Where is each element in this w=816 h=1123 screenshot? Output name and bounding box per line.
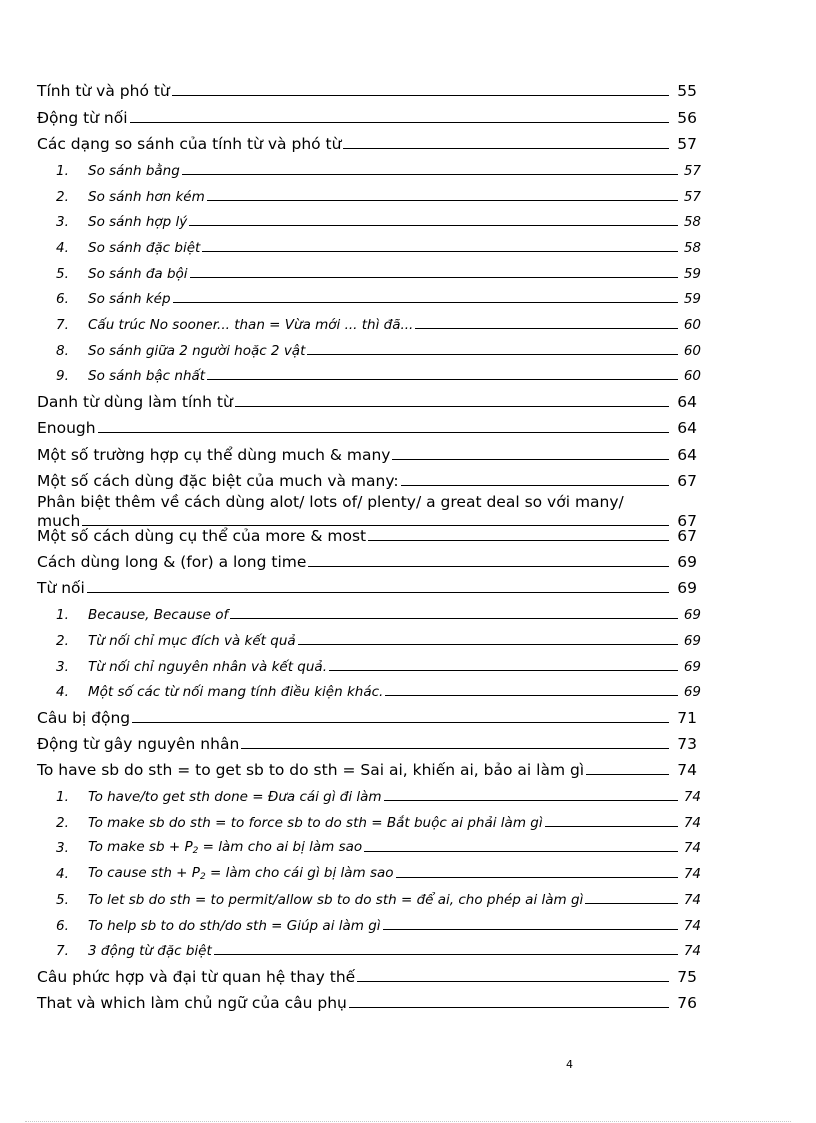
toc-entry-label xyxy=(37,735,239,753)
toc-item-number: 4. xyxy=(56,684,69,701)
toc-label-text: Cách dùng long & (for) a long time xyxy=(37,553,307,572)
toc-page-number: 69 xyxy=(683,632,701,649)
dot-leader xyxy=(585,903,678,904)
toc-subentry[interactable] xyxy=(37,908,701,934)
toc-label-text: So sánh đa bội xyxy=(88,265,188,282)
dot-leader xyxy=(343,148,669,149)
toc-subentry[interactable] xyxy=(37,282,701,308)
toc-label-text: Một số cách dùng đặc biệt của much và many: xyxy=(37,471,399,490)
toc-entry-label xyxy=(88,839,362,856)
toc-subentry[interactable] xyxy=(37,934,701,960)
toc-subentry[interactable] xyxy=(37,649,701,675)
toc-label-text: Cấu trúc No sooner... than = Vừa mới ... thì đã... xyxy=(88,316,414,333)
toc-entry[interactable] xyxy=(37,490,697,530)
toc-page-number: 59 xyxy=(683,291,701,308)
dot-leader xyxy=(214,954,678,955)
toc-page-number: 74 xyxy=(683,866,701,883)
dot-leader xyxy=(190,277,678,278)
toc-subentry[interactable] xyxy=(37,856,701,883)
toc-label-text: Từ nối chỉ mục đích và kết quả xyxy=(88,632,296,649)
toc-label-text: Một số các từ nối mang tính điều kiện khác. xyxy=(88,684,384,701)
toc-entry-label xyxy=(88,892,583,908)
toc-subentry[interactable] xyxy=(37,805,701,831)
toc-label-text: So sánh giữa 2 người hoặc 2 vật xyxy=(88,342,306,359)
toc-page-number: 69 xyxy=(683,658,701,675)
toc-label-text: So sánh kép xyxy=(88,291,171,308)
toc-entry[interactable] xyxy=(37,74,697,100)
toc-page-number: 64 xyxy=(677,392,697,411)
dot-leader xyxy=(392,459,669,460)
toc-entry[interactable] xyxy=(37,959,697,985)
dot-leader xyxy=(87,592,669,593)
toc-page-number: 69 xyxy=(683,607,701,624)
toc-item-number: 8. xyxy=(56,342,69,359)
toc-label-text: Because, Because of xyxy=(88,607,229,624)
toc-entry-label xyxy=(88,607,228,623)
toc-label-text: So sánh bằng xyxy=(88,162,180,179)
dot-leader xyxy=(357,981,669,982)
toc-item-number: 3. xyxy=(56,214,69,231)
toc-label-subscript: 2 xyxy=(199,872,206,883)
toc-subentry[interactable] xyxy=(37,623,701,649)
toc-page-number: 73 xyxy=(677,735,697,754)
toc-label-text: Danh từ dùng làm tính từ xyxy=(37,392,233,411)
dot-leader xyxy=(130,122,669,123)
toc-page-number: 67 xyxy=(677,526,697,545)
toc-entry-label xyxy=(88,266,188,282)
toc-label-text: Một số trường hợp cụ thể dùng much & many xyxy=(37,445,391,464)
toc-page-number: 74 xyxy=(683,917,701,934)
toc-entry-label xyxy=(37,472,399,490)
dot-leader xyxy=(385,695,678,696)
toc-label-text: Enough xyxy=(37,419,96,438)
toc-entry-label xyxy=(88,163,180,179)
toc-entry[interactable] xyxy=(37,127,697,153)
toc-item-number: 9. xyxy=(56,368,69,385)
dot-leader xyxy=(182,174,678,175)
page-bottom-border xyxy=(25,1121,791,1122)
toc-page-number: 58 xyxy=(683,214,701,231)
toc-item-number: 1. xyxy=(56,607,69,624)
toc-subentry[interactable] xyxy=(37,256,701,282)
dot-leader xyxy=(189,225,678,226)
dot-leader xyxy=(364,851,678,852)
dot-leader xyxy=(384,800,678,801)
toc-subentry[interactable] xyxy=(37,153,701,179)
toc-entry-label xyxy=(37,446,390,464)
dot-leader xyxy=(207,200,678,201)
toc-page-number: 74 xyxy=(683,943,701,960)
toc-entry-label xyxy=(88,240,200,256)
toc-label-subscript: 2 xyxy=(192,846,199,857)
dot-leader xyxy=(230,618,678,619)
toc-label-text: So sánh bậc nhất xyxy=(88,368,206,385)
toc-label-text: To help sb to do sth/do sth = Giúp ai làm gì xyxy=(88,917,381,934)
toc-page-number: 69 xyxy=(683,684,701,701)
toc-label-text: To let sb do sth = to permit/allow sb to do sth = để ai, cho phép ai làm gì xyxy=(88,891,584,908)
table-of-contents xyxy=(37,74,701,1012)
dot-leader xyxy=(132,722,669,723)
toc-entry-label xyxy=(88,918,381,934)
toc-item-number: 5. xyxy=(56,265,69,282)
toc-page-number: 76 xyxy=(677,994,697,1012)
toc-item-number: 2. xyxy=(56,814,69,831)
toc-item-number: 1. xyxy=(56,789,69,806)
toc-entry-label xyxy=(37,135,341,153)
toc-label-text: Các dạng so sánh của tính từ và phó từ xyxy=(37,135,342,154)
toc-entry-label xyxy=(37,553,306,571)
toc-subentry[interactable] xyxy=(37,359,701,385)
toc-entry-label xyxy=(37,994,347,1012)
toc-item-number: 3. xyxy=(56,840,69,857)
toc-entry-label-line2: much xyxy=(37,511,81,530)
dot-leader xyxy=(202,251,678,252)
toc-subentry[interactable] xyxy=(37,179,701,205)
toc-page-number: 74 xyxy=(683,840,701,857)
toc-entry-label xyxy=(37,968,355,986)
toc-page-number: 67 xyxy=(677,471,697,490)
dot-leader xyxy=(173,302,678,303)
toc-label-text: To cause sth + P xyxy=(88,865,200,882)
toc-label-text: Một số cách dùng cụ thể của more & most xyxy=(37,526,367,545)
toc-label-text: Động từ gây nguyên nhân xyxy=(37,735,240,754)
toc-entry-label xyxy=(37,109,128,127)
toc-subentry[interactable] xyxy=(37,307,701,333)
toc-item-number: 4. xyxy=(56,866,69,883)
toc-entry-label xyxy=(88,291,171,307)
toc-page-number: 58 xyxy=(683,239,701,256)
toc-item-number: 3. xyxy=(56,658,69,675)
toc-entry-label xyxy=(37,393,233,411)
toc-page-number: 74 xyxy=(677,761,697,780)
dot-leader xyxy=(172,95,669,96)
dot-leader xyxy=(415,328,678,329)
toc-entry-label xyxy=(88,633,296,649)
toc-label-text: To have/to get sth done = Đưa cái gì đi làm xyxy=(88,789,382,806)
toc-page-number: 57 xyxy=(683,162,701,179)
toc-label-text: Câu bị động xyxy=(37,708,131,727)
toc-entry[interactable] xyxy=(37,100,697,126)
dot-leader xyxy=(241,748,669,749)
toc-page-number: 60 xyxy=(683,316,701,333)
toc-entry[interactable] xyxy=(37,700,697,726)
toc-subentry[interactable] xyxy=(37,779,701,806)
dot-leader xyxy=(298,644,678,645)
toc-page-number: 57 xyxy=(683,188,701,205)
toc-entry-label xyxy=(37,579,85,597)
toc-entry-label xyxy=(88,368,205,384)
dot-leader xyxy=(401,485,669,486)
toc-page-number: 67 xyxy=(677,511,697,530)
toc-label-text: Tính từ và phó từ xyxy=(37,82,170,101)
dot-leader xyxy=(329,670,678,671)
dot-leader xyxy=(349,1007,669,1008)
toc-page-number: 55 xyxy=(677,82,697,101)
toc-page-number: 75 xyxy=(677,967,697,986)
toc-subentry[interactable] xyxy=(37,333,701,359)
toc-label-text: So sánh đặc biệt xyxy=(88,239,201,256)
toc-entry-label xyxy=(88,943,212,959)
toc-entry-label xyxy=(88,214,187,230)
toc-item-number: 7. xyxy=(56,943,69,960)
toc-entry[interactable] xyxy=(37,753,697,779)
toc-item-number: 6. xyxy=(56,917,69,934)
dot-leader xyxy=(235,406,669,407)
toc-item-number: 6. xyxy=(56,291,69,308)
toc-entry-label xyxy=(88,789,382,805)
toc-page-number: 74 xyxy=(683,789,701,806)
toc-subentry[interactable] xyxy=(37,597,701,624)
toc-item-number: 4. xyxy=(56,239,69,256)
toc-entry[interactable] xyxy=(37,545,697,571)
dot-leader xyxy=(207,379,678,380)
toc-entry[interactable] xyxy=(37,986,697,1012)
toc-entry-label xyxy=(37,761,584,779)
toc-label-text: So sánh hơn kém xyxy=(88,188,205,205)
toc-label-text: Câu phức hợp và đại từ quan hệ thay thế xyxy=(37,967,356,986)
toc-page-number: 69 xyxy=(677,579,697,598)
toc-entry[interactable] xyxy=(37,464,697,490)
toc-entry-label xyxy=(37,419,96,437)
toc-entry-label-line1: Phân biệt thêm về cách dùng alot/ lots of/ plenty/ a great deal so với many/ xyxy=(37,492,624,511)
toc-item-number: 1. xyxy=(56,162,69,179)
dot-leader xyxy=(98,432,669,433)
toc-item-number: 5. xyxy=(56,891,69,908)
toc-entry-label xyxy=(88,343,305,359)
toc-entry[interactable] xyxy=(37,384,697,410)
dot-leader xyxy=(308,566,669,567)
toc-page-number: 74 xyxy=(683,891,701,908)
toc-label-text: To make sb do sth = to force sb to do sth = Bắt buộc ai phải làm gì xyxy=(88,814,543,831)
toc-entry[interactable] xyxy=(37,411,697,437)
toc-label-text: That và which làm chủ ngữ của câu phụ xyxy=(37,994,347,1012)
toc-page-number: 64 xyxy=(677,445,697,464)
toc-entry-label xyxy=(37,527,366,545)
toc-label-text: Động từ nối xyxy=(37,108,128,127)
toc-subentry[interactable] xyxy=(37,831,701,857)
dot-leader xyxy=(586,774,669,775)
toc-label-text: 3 động từ đặc biệt xyxy=(88,943,212,960)
toc-page-number: 59 xyxy=(683,265,701,282)
toc-item-number: 2. xyxy=(56,188,69,205)
toc-label-text-after: = làm cho cái gì bị làm sao xyxy=(205,865,394,882)
toc-page-number: 57 xyxy=(677,135,697,154)
toc-page-number: 56 xyxy=(677,108,697,127)
toc-page-number: 60 xyxy=(683,342,701,359)
toc-subentry[interactable] xyxy=(37,230,701,256)
toc-subentry[interactable] xyxy=(37,882,701,908)
dot-leader xyxy=(307,354,678,355)
toc-label-text: To have sb do sth = to get sb to do sth = Sai ai, khiến ai, bảo ai làm gì xyxy=(37,761,585,780)
toc-entry-label xyxy=(88,865,394,882)
toc-subentry[interactable] xyxy=(37,675,701,701)
toc-label-text: Từ nối chỉ nguyên nhân và kết quả. xyxy=(88,658,327,675)
page-number: 4 xyxy=(566,1058,573,1071)
toc-label-text-after: = làm cho ai bị làm sao xyxy=(198,839,363,856)
dot-leader xyxy=(383,929,678,930)
toc-label-text: Từ nối xyxy=(37,579,85,598)
toc-entry-label xyxy=(88,815,543,831)
toc-item-number: 7. xyxy=(56,316,69,333)
toc-subentry[interactable] xyxy=(37,205,701,231)
toc-entry-label xyxy=(37,82,170,100)
toc-entry[interactable] xyxy=(37,437,697,463)
toc-entry-label xyxy=(88,659,327,675)
toc-entry[interactable] xyxy=(37,571,697,597)
toc-entry-label xyxy=(88,684,383,700)
dot-leader xyxy=(368,540,669,541)
toc-page-number: 74 xyxy=(683,814,701,831)
toc-page-number: 69 xyxy=(677,553,697,572)
toc-page-number: 60 xyxy=(683,368,701,385)
toc-entry-label xyxy=(88,317,413,333)
toc-entry-label xyxy=(37,709,130,727)
dot-leader xyxy=(545,826,678,827)
toc-entry-label xyxy=(88,189,205,205)
toc-page-number: 71 xyxy=(677,708,697,727)
toc-entry[interactable] xyxy=(37,727,697,753)
dot-leader xyxy=(396,877,678,878)
toc-page-number: 64 xyxy=(677,419,697,438)
toc-label-text: To make sb + P xyxy=(88,839,193,856)
toc-item-number: 2. xyxy=(56,632,69,649)
toc-label-text: So sánh hợp lý xyxy=(88,214,188,231)
